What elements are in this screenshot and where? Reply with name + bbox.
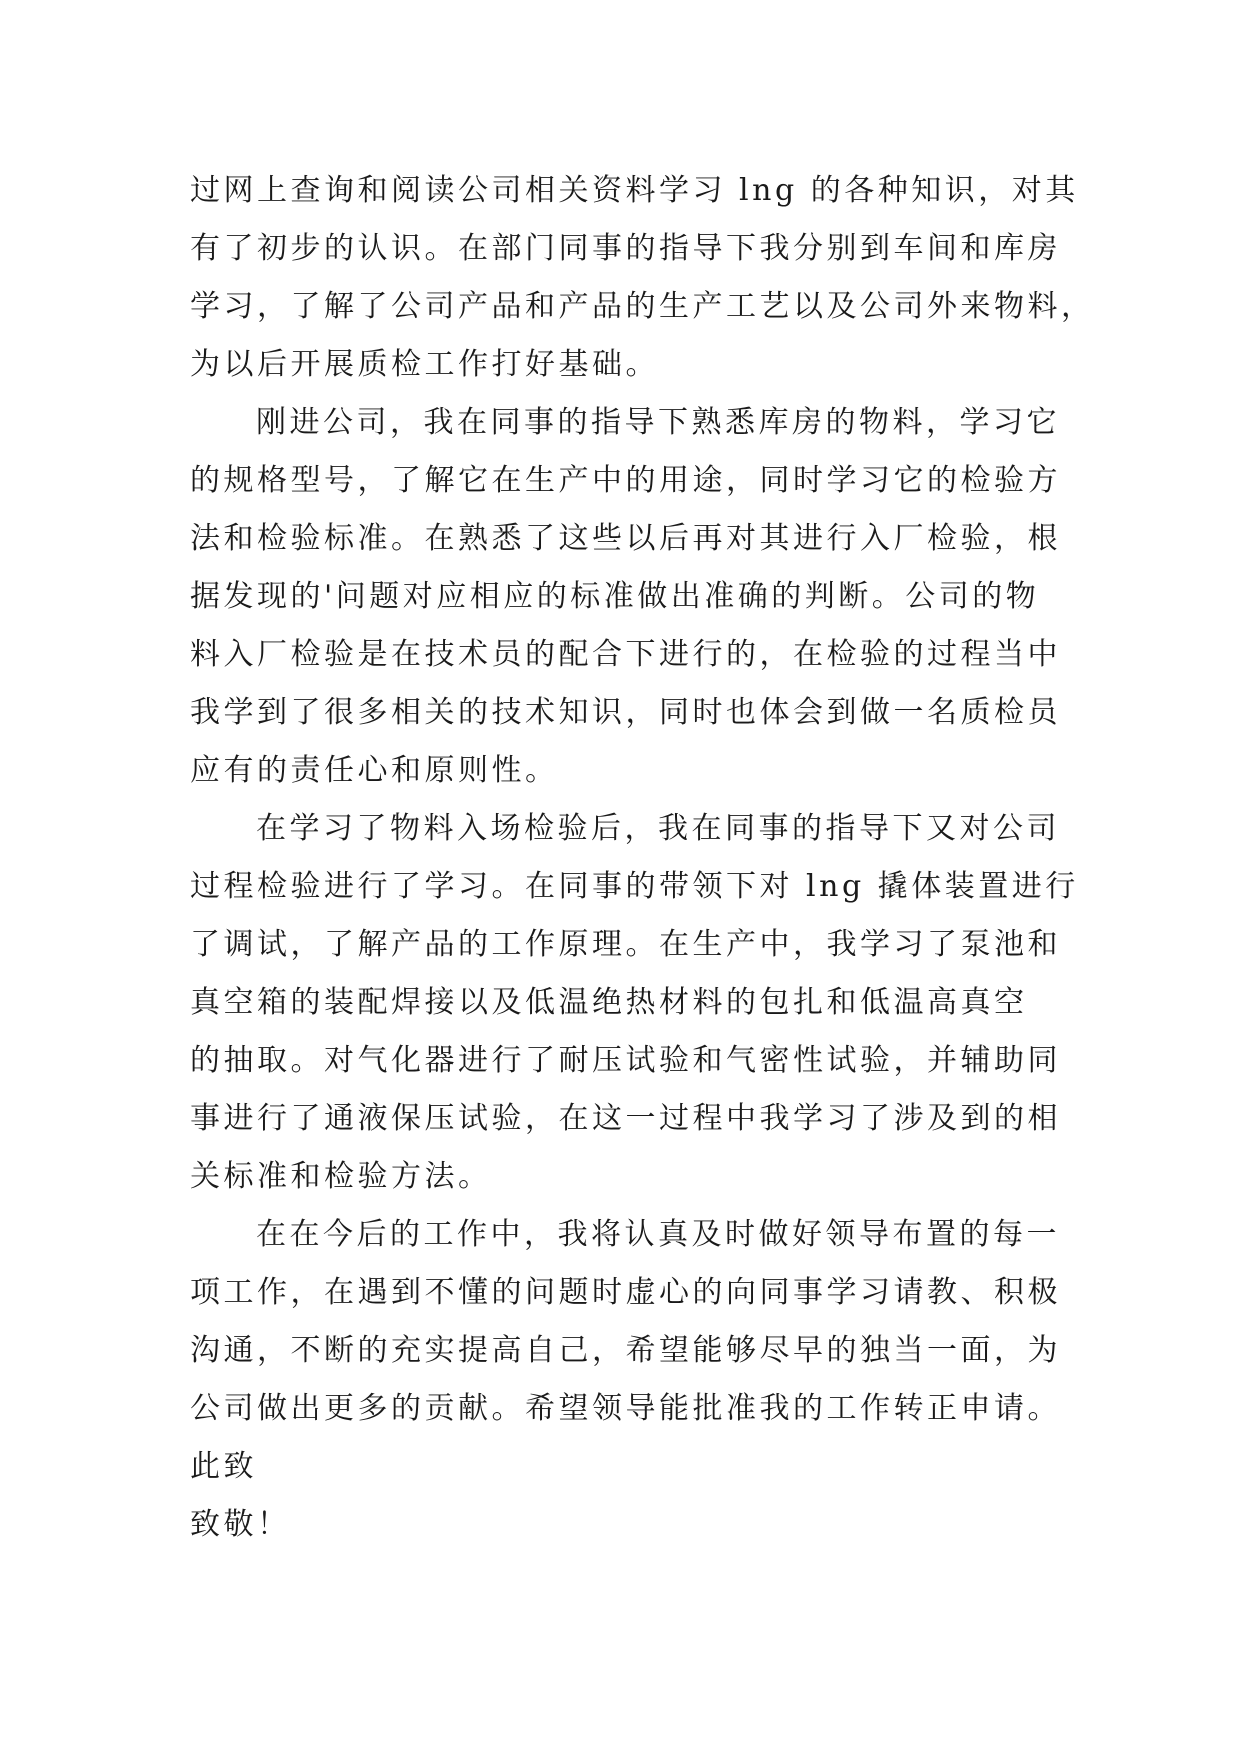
text-line: 我学到了很多相关的技术知识，同时也体会到做一名质检员	[190, 695, 1061, 730]
text-line: 的规格型号，了解它在生产中的用途，同时学习它的检验方	[190, 463, 1061, 498]
body-text	[190, 162, 1095, 1554]
text-line: 关标准和检验方法。	[190, 1159, 492, 1194]
text-line: 有了初步的认识。在部门同事的指导下我分别到车间和库房	[190, 231, 1061, 266]
text-line: 学习，了解了公司产品和产品的生产工艺以及公司外来物料，	[190, 289, 1095, 324]
text-line: 真空箱的装配焊接以及低温绝热材料的包扎和低温高真空	[190, 985, 1028, 1020]
text-line: 在在今后的工作中，我将认真及时做好领导布置的每一	[256, 1217, 1060, 1252]
text-line: 沟通，不断的充实提高自己，希望能够尽早的独当一面，为	[190, 1333, 1061, 1368]
text-line: 致敬！	[190, 1507, 291, 1542]
text-line: 了调试，了解产品的工作原理。在生产中，我学习了泵池和	[190, 927, 1061, 962]
text-line: 在学习了物料入场检验后，我在同事的指导下又对公司	[256, 811, 1060, 846]
text-line: 此致	[190, 1449, 257, 1484]
text-line: 公司做出更多的贡献。希望领导能批准我的工作转正申请。	[190, 1391, 1061, 1426]
text-line: 料入厂检验是在技术员的配合下进行的，在检验的过程当中	[190, 637, 1061, 672]
text-line: 为以后开展质检工作打好基础。	[190, 347, 659, 382]
text-line: 应有的责任心和原则性。	[190, 753, 559, 788]
text-line: 的抽取。对气化器进行了耐压试验和气密性试验，并辅助同	[190, 1043, 1061, 1078]
text-line: 据发现的'问题对应相应的标准做出准确的判断。公司的物	[190, 579, 1040, 614]
text-line: 事进行了通液保压试验，在这一过程中我学习了涉及到的相	[190, 1101, 1061, 1136]
text-line: 过网上查询和阅读公司相关资料学习 lng 的各种知识，对其	[190, 173, 1079, 208]
text-line: 刚进公司，我在同事的指导下熟悉库房的物料，学习它	[256, 405, 1060, 440]
text-line: 项工作，在遇到不懂的问题时虚心的向同事学习请教、积极	[190, 1275, 1061, 1310]
text-line: 法和检验标准。在熟悉了这些以后再对其进行入厂检验，根	[190, 521, 1061, 556]
text-line: 过程检验进行了学习。在同事的带领下对 lng 撬体装置进行	[190, 869, 1079, 904]
